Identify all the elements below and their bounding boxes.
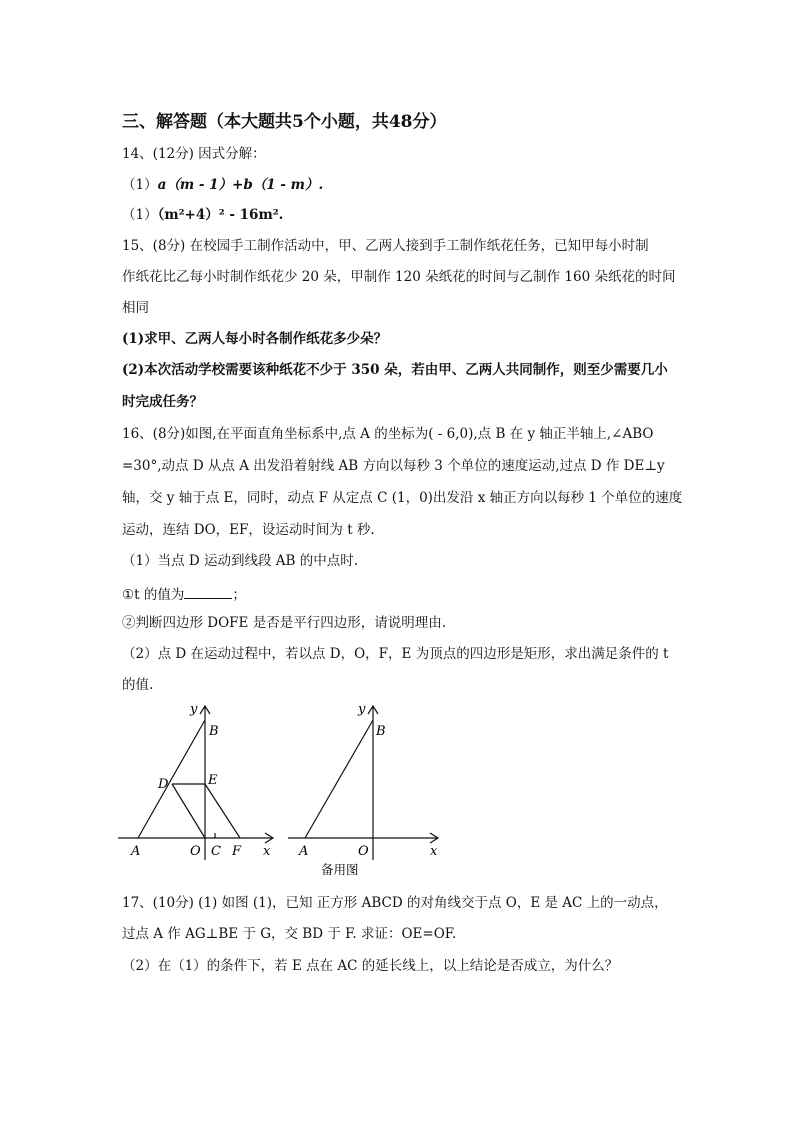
q16-part2-line1: （2）点 D 在运动过程中，若以点 D，O，F，E 为顶点的四边形是矩形，求出满足条件的 t — [122, 646, 669, 662]
label-x: x — [263, 844, 271, 859]
q14-part2-prefix: （1） — [122, 207, 158, 223]
q16-part2-line2: 的值. — [122, 677, 154, 693]
segment-ab — [305, 720, 373, 838]
q16-part1-a — [122, 586, 246, 603]
label-o: O — [190, 844, 201, 859]
label-d: D — [158, 777, 169, 792]
q15-sub2-line1: (2)本次活动学校需要该种纸花不少于 350 朵，若由甲、乙两人共同制作，则至少需要几小 — [122, 362, 668, 378]
q15-line1: 15、(8分) 在校园手工制作活动中，甲、乙两人接到手工制作纸花任务，已知甲每小时制 — [122, 238, 649, 254]
q15-sub2-line2: 时完成任务？ — [122, 394, 203, 410]
q14-part1-prefix: （1） — [122, 177, 158, 193]
q17-line1: 17、(10分) (1) 如图 (1)，已知 正方形 ABCD 的对角线交于点 O，E 是 AC 上的一动点， — [122, 895, 668, 911]
label-y: y — [190, 702, 198, 717]
label-b: B — [376, 724, 386, 739]
q14-part1 — [122, 179, 323, 193]
segment-ef — [205, 784, 240, 838]
label-b: B — [209, 724, 219, 739]
q17-line2: 过点 A 作 AG⊥BE 于 G，交 BD 于 F. 求证：OE=OF. — [122, 926, 457, 942]
q15-line3: 相同 — [122, 300, 149, 316]
q16-part1: （1）当点 D 运动到线段 AB 的中点时. — [122, 553, 359, 569]
figure-main-diagram — [118, 700, 283, 865]
label-y: y — [358, 702, 366, 717]
q15-line2: 作纸花比乙每小时制作纸花少 20 朵，甲制作 120 朵纸花的时间与乙制作 160 朵纸花的时间 — [122, 269, 676, 285]
label-a: A — [131, 844, 141, 859]
q16-line4: 运动，连结 DO，EF，设运动时间为 t 秒. — [122, 522, 375, 538]
q16-part1-a-suffix: ； — [232, 587, 246, 603]
q14-header: 14、(12分) 因式分解： — [122, 146, 266, 162]
q14-part1-expr: a（m - 1）+b（1 - m）. — [157, 177, 324, 193]
figure-backup-diagram — [285, 700, 450, 880]
section-title: 三、解答题（本大题共5个小题，共48分） — [122, 112, 447, 132]
q17-part2: （2）在（1）的条件下，若 E 点在 AC 的延长线上，以上结论是否成立，为什么？ — [122, 958, 619, 974]
label-e: E — [208, 773, 218, 788]
label-c: C — [211, 844, 221, 859]
q16-line3: 轴，交 y 轴于点 E，同时，动点 F 从定点 C (1，0)出发沿 x 轴正方向以每秒 1 个单位的速度 — [122, 490, 683, 506]
q16-part1-a-prefix: ①t 的值为 — [122, 587, 185, 603]
label-a: A — [299, 844, 309, 859]
label-x: x — [430, 844, 438, 859]
q14-part2-expr: （m²+4）² - 16m². — [157, 207, 284, 223]
answer-blank — [184, 586, 232, 599]
q14-part2 — [122, 209, 283, 223]
segment-do — [172, 784, 205, 838]
figure-caption: 备用图 — [321, 862, 359, 877]
q16-line2: =30°,动点 D 从点 A 出发沿着射线 AB 方向以每秒 3 个单位的速度运动,过点 D 作 DE⊥y — [122, 458, 665, 474]
label-o: O — [358, 844, 369, 859]
label-f: F — [232, 844, 242, 859]
segment-ab — [138, 720, 205, 838]
q16-line1: 16、(8分)如图,在平面直角坐标系中,点 A 的坐标为( - 6,0),点 B 在 y 轴正半轴上,∠ABO — [122, 426, 654, 442]
q16-part1-b: ②判断四边形 DOFE 是否是平行四边形，请说明理由. — [122, 615, 446, 631]
q15-sub1: (1)求甲、乙两人每小时各制作纸花多少朵？ — [122, 331, 388, 347]
